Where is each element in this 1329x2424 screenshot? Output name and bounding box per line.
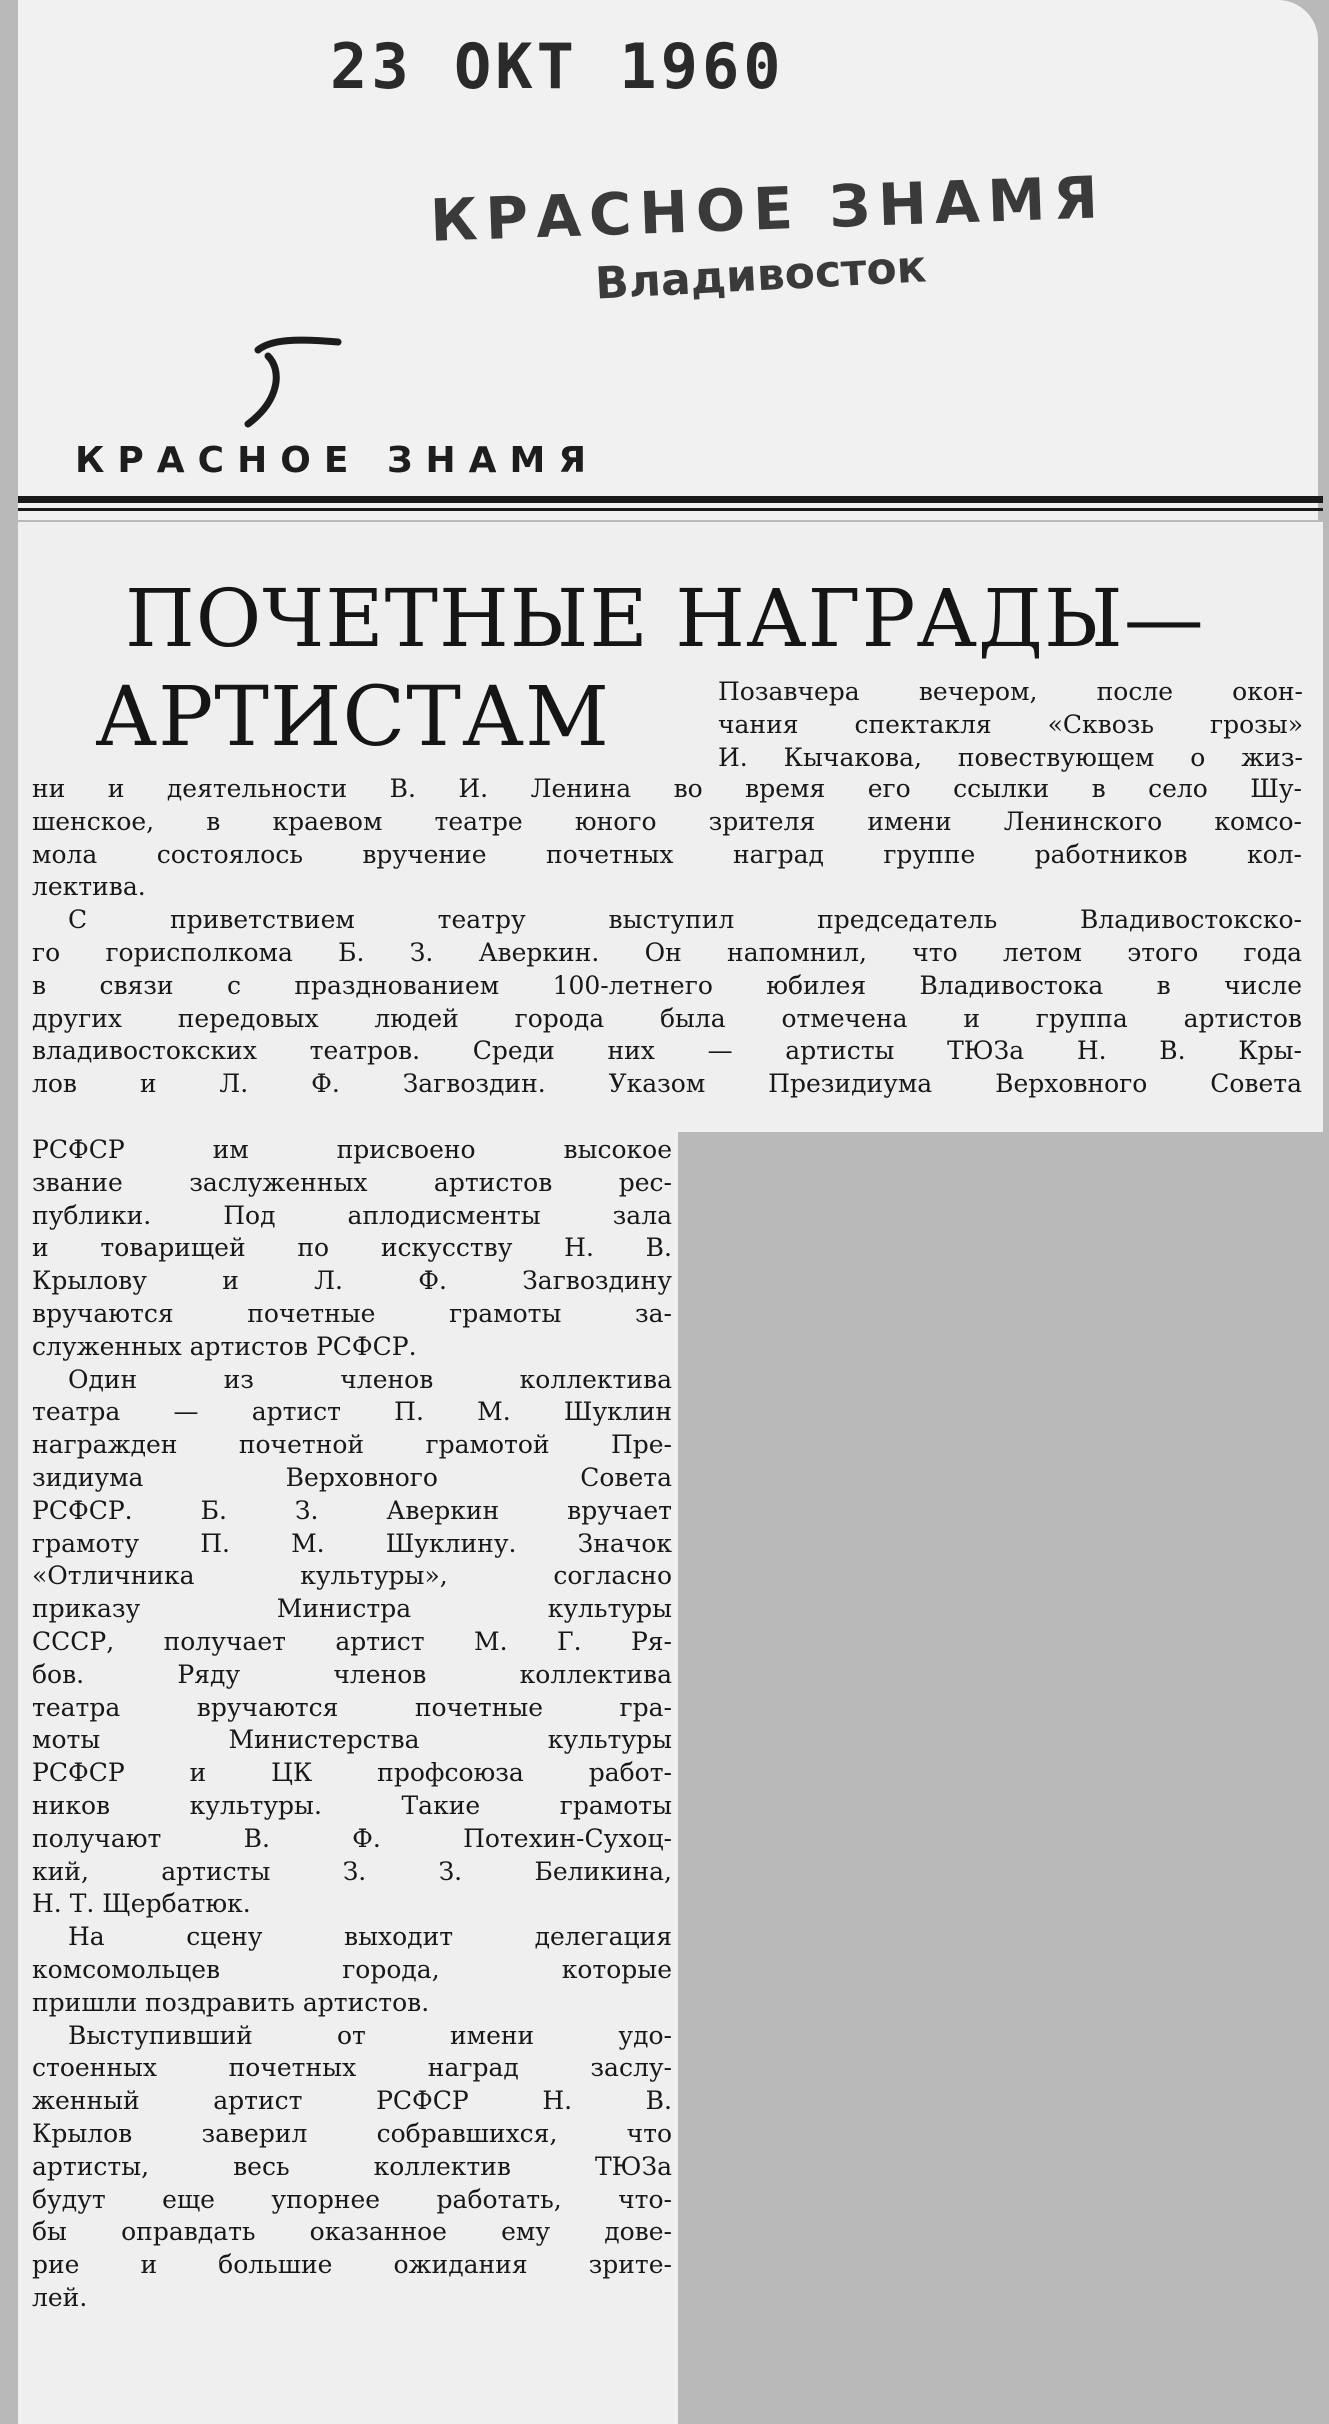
text-line: лектива. <box>32 872 146 902</box>
text-line: бы оправдать оказанное ему дове- <box>32 2217 672 2247</box>
text-line: и товарищей по искусству Н. В. <box>32 1233 672 1263</box>
wide-paragraphs <box>32 773 1302 1101</box>
text-line: бов. Ряду членов коллектива <box>32 1659 672 1689</box>
masthead-rule-thin <box>18 508 1323 511</box>
text-line: Один из членов коллектива <box>68 1364 672 1394</box>
text-line: владивостокских театров. Среди них — артисты ТЮЗа Н. В. Кры- <box>32 1036 1302 1066</box>
text-line: награжден почетной грамотой Пре- <box>32 1430 672 1460</box>
text-line: лов и Л. Ф. Загвоздин. Указом Президиума Верховного Совета <box>32 1069 1302 1099</box>
masthead-rule <box>18 496 1323 503</box>
text-line: рие и большие ожидания зрите- <box>32 2250 672 2280</box>
text-line: зидиума Верховного Совета <box>32 1462 672 1492</box>
text-line: приказу Министра культуры <box>32 1594 672 1624</box>
text-line: РСФСР. Б. З. Аверкин вручает <box>32 1495 672 1525</box>
date-stamp: 23 ОКТ 1960 <box>330 30 785 103</box>
text-line: мола состоялось вручение почетных наград группе работников кол- <box>32 839 1302 869</box>
text-line: грамоту П. М. Шуклину. Значок <box>32 1528 672 1558</box>
text-line: моты Министерства культуры <box>32 1725 672 1755</box>
text-line: С приветствием театру выступил председатель Владивостокско- <box>68 905 1302 935</box>
text-line: служенных артистов РСФСР. <box>32 1331 417 1361</box>
text-line: в связи с празднованием 100-летнего юбилея Владивостока в числе <box>32 970 1302 1000</box>
text-line: получают В. Ф. Потехин-Сухоц- <box>32 1823 672 1853</box>
text-line: И. Кычакова, повествующем о жиз- <box>718 742 1303 772</box>
text-line: ни и деятельности В. И. Ленина во время его ссылки в село Шу- <box>32 774 1302 803</box>
text-line: театра вручаются почетные гра- <box>32 1692 672 1722</box>
text-line: комсомольцев города, которые <box>32 1954 672 1984</box>
text-line: шенское, в краевом театре юного зрителя имени Ленинского комсо- <box>32 806 1302 836</box>
masthead: КРАСНОЕ ЗНАМЯ <box>75 440 600 481</box>
text-line: стоенных почетных наград заслу- <box>32 2053 672 2083</box>
handwritten-mark-icon <box>240 330 360 440</box>
headline-line-1: ПОЧЕТНЫЕ НАГРАДЫ— <box>125 572 1205 665</box>
text-line: РСФСР им присвоено высокое <box>32 1135 672 1164</box>
headline-line-2: АРТИСТАМ <box>95 670 610 765</box>
text-line: артисты, весь коллектив ТЮЗа <box>32 2151 672 2181</box>
text-line: будут еще упорнее работать, что- <box>32 2184 672 2214</box>
text-line: Н. Т. Щербатюк. <box>32 1889 251 1919</box>
text-line: На сцену выходит делегация <box>68 1922 672 1952</box>
text-line: женный артист РСФСР Н. В. <box>32 2086 672 2116</box>
text-line: вручаются почетные грамоты за- <box>32 1298 672 1328</box>
city-stamp: Владивосток <box>593 241 928 310</box>
text-line: Крылову и Л. Ф. Загвоздину <box>32 1266 672 1296</box>
newspaper-stamp: КРАСНОЕ ЗНАМЯ <box>429 163 1108 255</box>
text-line: Выступивший от имени удо- <box>68 2020 672 2050</box>
text-line: го горисполкома Б. З. Аверкин. Он напомнил, что летом этого года <box>32 937 1302 967</box>
text-line: Позавчера вечером, после окон- <box>718 677 1303 706</box>
text-line: других передовых людей города была отмечена и группа артистов <box>32 1003 1302 1033</box>
column-paragraphs <box>32 1134 672 2315</box>
text-line: публики. Под аплодисменты зала <box>32 1200 672 1230</box>
text-line: РСФСР и ЦК профсоюза работ- <box>32 1758 672 1788</box>
text-line: театра — артист П. М. Шуклин <box>32 1397 672 1427</box>
text-line: звание заслуженных артистов рес- <box>32 1167 672 1197</box>
text-line: кий, артисты З. З. Беликина, <box>32 1856 672 1886</box>
text-line: чания спектакля «Сквозь грозы» <box>718 709 1303 739</box>
text-line: Крылов заверил собравшихся, что <box>32 2118 672 2148</box>
text-line: ников культуры. Такие грамоты <box>32 1790 672 1820</box>
text-line: СССР, получает артист М. Г. Ря- <box>32 1626 672 1656</box>
text-line: лей. <box>32 2282 88 2312</box>
text-line: пришли поздравить артистов. <box>32 1987 430 2017</box>
text-line: «Отличника культуры», согласно <box>32 1561 672 1591</box>
intro-paragraph <box>718 676 1303 774</box>
